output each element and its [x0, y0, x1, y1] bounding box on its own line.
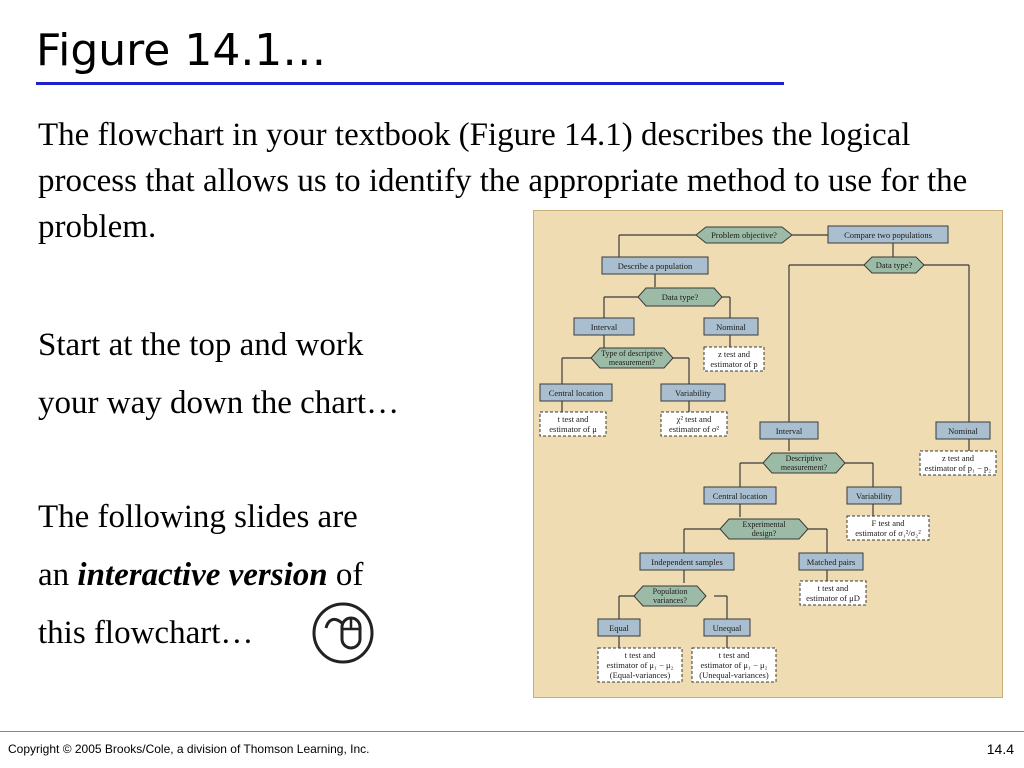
descriptive-line1: Descriptive	[785, 454, 823, 463]
data-type-right-label: Data type?	[875, 260, 913, 270]
compare-two-label: Compare two populations	[844, 230, 932, 240]
t-test-mud-line2: estimator of μD	[806, 593, 860, 603]
t-test-mud-line1: t test and	[817, 583, 849, 593]
start-line-1: Start at the top and work	[38, 327, 364, 363]
start-line-2: your way down the chart…	[38, 385, 400, 421]
describe-population-label: Describe a population	[617, 261, 693, 271]
descriptive-line2: measurement?	[780, 463, 828, 472]
title-underline	[36, 82, 784, 85]
variability-right-label: Variability	[856, 491, 892, 501]
slide-number: 14.4	[986, 741, 1014, 757]
central-location-left-label: Central location	[548, 388, 604, 398]
slide-title: Figure 14.1…	[36, 25, 327, 76]
t-unequal-line2: estimator of μ₁ − μ₂	[700, 660, 768, 670]
t-unequal-line3: (Unequal-variances)	[699, 670, 769, 680]
nominal-right-label: Nominal	[948, 426, 978, 436]
chi-test-line2: estimator of σ²	[668, 424, 720, 434]
z-test-p1p2-line1: z test and	[941, 453, 975, 463]
f-test-line2: estimator of σ₁²/σ₂²	[855, 528, 921, 538]
interval-left-label: Interval	[590, 322, 618, 332]
flowchart-image	[533, 210, 1003, 698]
chi-test-line1: χ² test and	[676, 414, 712, 424]
t-test-mu-line1: t test and	[557, 414, 589, 424]
t-equal-line2: estimator of μ₁ − μ₂	[606, 660, 674, 670]
central-location-right-label: Central location	[712, 491, 768, 501]
experimental-line2: design?	[751, 529, 777, 538]
t-equal-line3: (Equal-variances)	[609, 670, 671, 680]
following-line-1: The following slides are	[38, 499, 358, 535]
following-of: of	[335, 557, 364, 593]
t-unequal-line1: t test and	[718, 650, 750, 660]
matched-pairs-label: Matched pairs	[806, 557, 856, 567]
z-test-p-line2: estimator of p	[710, 359, 758, 369]
problem-objective-label: Problem objective?	[711, 230, 777, 240]
footer-divider	[0, 731, 1024, 732]
following-line-2	[38, 552, 363, 598]
following-an: an	[38, 557, 70, 593]
following-line-3: this flowchart…	[38, 615, 254, 651]
experimental-line1: Experimental	[742, 520, 786, 529]
copyright-text: Copyright © 2005 Brooks/Cole, a division of Thomson Learning, Inc.	[8, 742, 370, 756]
data-type-left-label: Data type?	[661, 292, 699, 302]
nominal-left-label: Nominal	[716, 322, 746, 332]
interactive-version-text: interactive version	[77, 557, 328, 593]
equal-label: Equal	[609, 623, 629, 633]
z-test-p1p2-line2: estimator of p₁ − p₂	[924, 463, 992, 473]
z-test-p-line1: z test and	[717, 349, 751, 359]
population-var-line2: variances?	[653, 596, 687, 605]
intro-paragraph: The flowchart in your textbook (Figure 14.1) describes the logical process that allows us to identify the appropriate method to use for the problem.	[38, 117, 968, 245]
interval-right-label: Interval	[775, 426, 803, 436]
type-descriptive-line1: Type of descriptive	[601, 349, 663, 358]
independent-samples-label: Independent samples	[651, 557, 723, 567]
population-var-line1: Population	[652, 587, 688, 596]
t-equal-line1: t test and	[624, 650, 656, 660]
t-test-mu-line2: estimator of μ	[549, 424, 597, 434]
f-test-line1: F test and	[871, 518, 905, 528]
variability-left-label: Variability	[675, 388, 711, 398]
type-descriptive-line2: measurement?	[608, 358, 656, 367]
mouse-icon[interactable]	[312, 602, 374, 664]
unequal-label: Unequal	[712, 623, 742, 633]
